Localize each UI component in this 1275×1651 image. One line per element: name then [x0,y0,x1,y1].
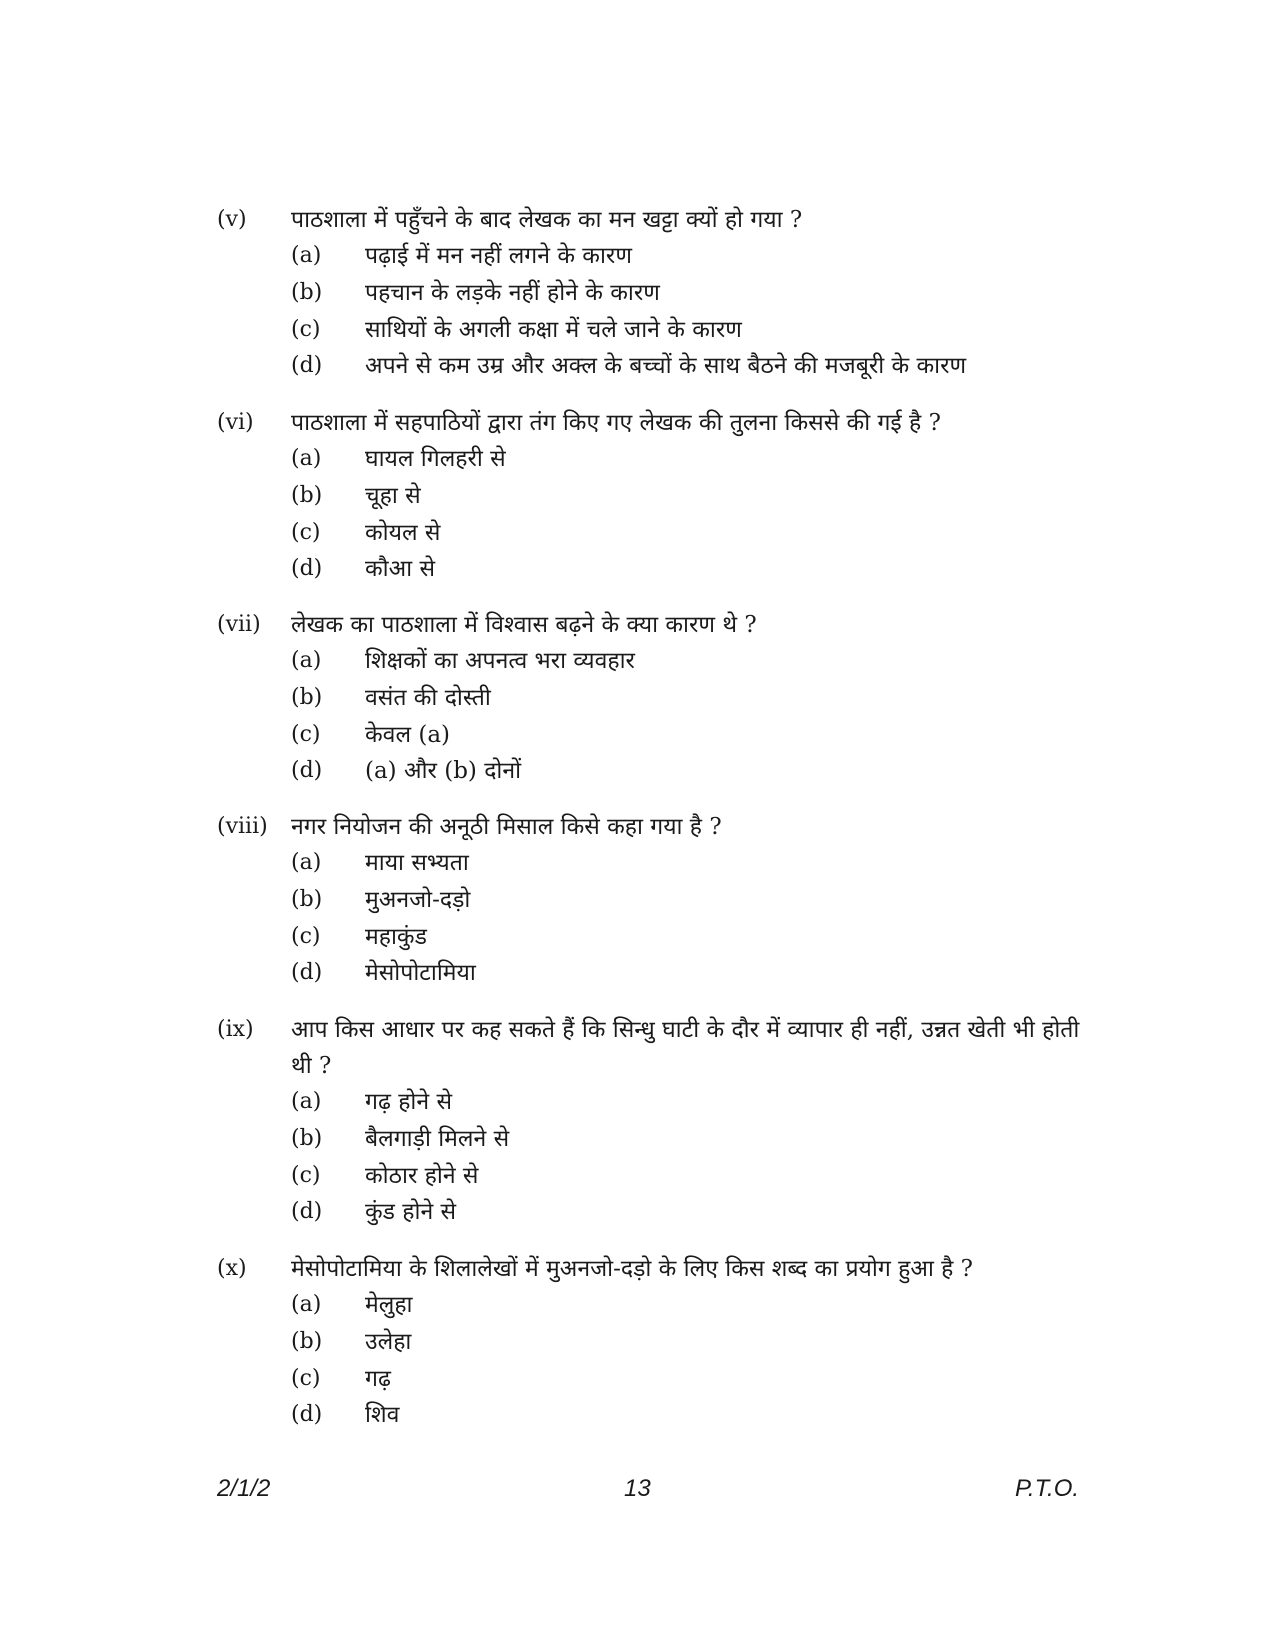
option-text: उलेहा [365,1328,412,1355]
question-row [217,405,1077,441]
option-a [217,1287,1077,1324]
question-number: (vi) [217,410,254,435]
option-label: (a) [291,446,322,471]
option-text: अपने से कम उम्र और अक्ल के बच्चों के साथ बैठने की मजबूरी के कारण [365,353,967,380]
question-text: लेखक का पाठशाला में विश्वास बढ़ने के क्या कारण थे ? [291,612,757,638]
option-text: मेलुहा [365,1292,413,1318]
option-b [217,882,1077,919]
option-b [217,1121,1077,1158]
option-text: साथियों के अगली कक्षा में चले जाने के कारण [365,316,742,343]
option-text: शिक्षकों का अपनत्व भरा व्यवहार [365,648,635,674]
paper-code: 2/1/2 [217,1475,271,1502]
option-a [217,845,1077,882]
question-row [217,202,1077,238]
question-row [217,1251,1077,1287]
question-vii [217,607,1077,790]
option-label: (d) [291,1199,323,1225]
option-text: (a) और (b) दोनों [365,758,522,785]
option-label: (c) [291,519,321,545]
option-label: (c) [291,316,321,342]
option-text: कौआ से [365,556,435,583]
option-label: (a) [291,850,322,875]
option-a [217,1084,1077,1121]
option-label: (d) [291,758,323,784]
option-c [217,515,1077,552]
option-text: गढ़ [365,1365,391,1392]
option-label: (b) [291,684,323,710]
option-text: कोयल से [365,519,441,546]
question-number: (ix) [217,1017,254,1042]
question-x [217,1251,1077,1434]
question-number: (v) [217,207,247,232]
option-text: चूहा से [365,482,421,509]
option-label: (a) [291,648,322,673]
question-number: (vii) [217,612,261,637]
option-b [217,680,1077,717]
option-text: बैलगाड़ी मिलने से [365,1125,510,1152]
question-number: (x) [217,1256,247,1281]
option-d [217,753,1077,790]
option-text: कुंड होने से [365,1199,457,1226]
option-a [217,441,1077,478]
question-ix [217,1012,1080,1231]
option-text: मुअनजो-दड़ो [365,886,471,913]
option-label: (a) [291,1089,322,1114]
option-text: केवल (a) [365,721,451,748]
option-c [217,1361,1077,1398]
option-d [217,955,1077,992]
option-a [217,643,1077,680]
option-label: (d) [291,960,323,986]
question-row [217,1012,1080,1084]
option-b [217,478,1077,515]
option-text: माया सभ्यता [365,850,469,876]
option-c [217,312,1077,349]
option-d [217,551,1077,588]
option-text: शिव [365,1402,400,1429]
option-label: (c) [291,1162,321,1188]
question-text: पाठशाला में सहपाठियों द्वारा तंग किए गए लेखक की तुलना किससे की गई है ? [291,410,941,436]
option-b [217,275,1077,312]
option-text: गढ़ होने से [365,1089,453,1115]
option-text: पढ़ाई में मन नहीं लगने के कारण [365,243,632,269]
option-c [217,717,1077,754]
question-number: (viii) [217,814,268,839]
question-vi [217,405,1077,588]
option-text: महाकुंड [365,923,427,950]
option-label: (b) [291,482,323,508]
option-text: वसंत की दोस्ती [365,684,491,711]
option-label: (d) [291,1402,323,1428]
option-c [217,919,1077,956]
option-c [217,1158,1077,1195]
question-viii [217,809,1077,992]
option-label: (b) [291,886,323,912]
question-text: आप किस आधार पर कह सकते हैं कि सिन्धु घाटी के दौर में व्यापार ही नहीं, उन्नत खेती भी होती थी ? [291,1017,1080,1079]
option-label: (b) [291,1125,323,1151]
question-row [217,607,1077,643]
page-number: 13 [624,1475,651,1502]
option-label: (d) [291,556,323,582]
option-d [217,1397,1077,1434]
option-a [217,238,1077,275]
option-label: (a) [291,1292,322,1317]
option-label: (c) [291,721,321,747]
option-label: (c) [291,923,321,949]
option-text: पहचान के लड़के नहीं होने के कारण [365,279,660,306]
option-text: मेसोपोटामिया [365,960,476,987]
question-text: पाठशाला में पहुँचने के बाद लेखक का मन खट्टा क्यों हो गया ? [291,207,803,233]
option-b [217,1324,1077,1361]
option-label: (a) [291,243,322,268]
question-v [217,202,1077,385]
option-label: (b) [291,279,323,305]
option-d [217,348,1077,385]
question-row [217,809,1077,845]
option-label: (b) [291,1328,323,1354]
question-text: नगर नियोजन की अनूठी मिसाल किसे कहा गया है ? [291,814,722,840]
option-text: घायल गिलहरी से [365,446,506,472]
option-d [217,1194,1077,1231]
question-text: मेसोपोटामिया के शिलालेखों में मुअनजो-दड़ो के लिए किस शब्द का प्रयोग हुआ है ? [291,1256,974,1282]
option-label: (c) [291,1365,321,1391]
option-text: कोठार होने से [365,1162,479,1189]
please-turn-over: P.T.O. [1015,1475,1080,1502]
option-label: (d) [291,353,323,379]
